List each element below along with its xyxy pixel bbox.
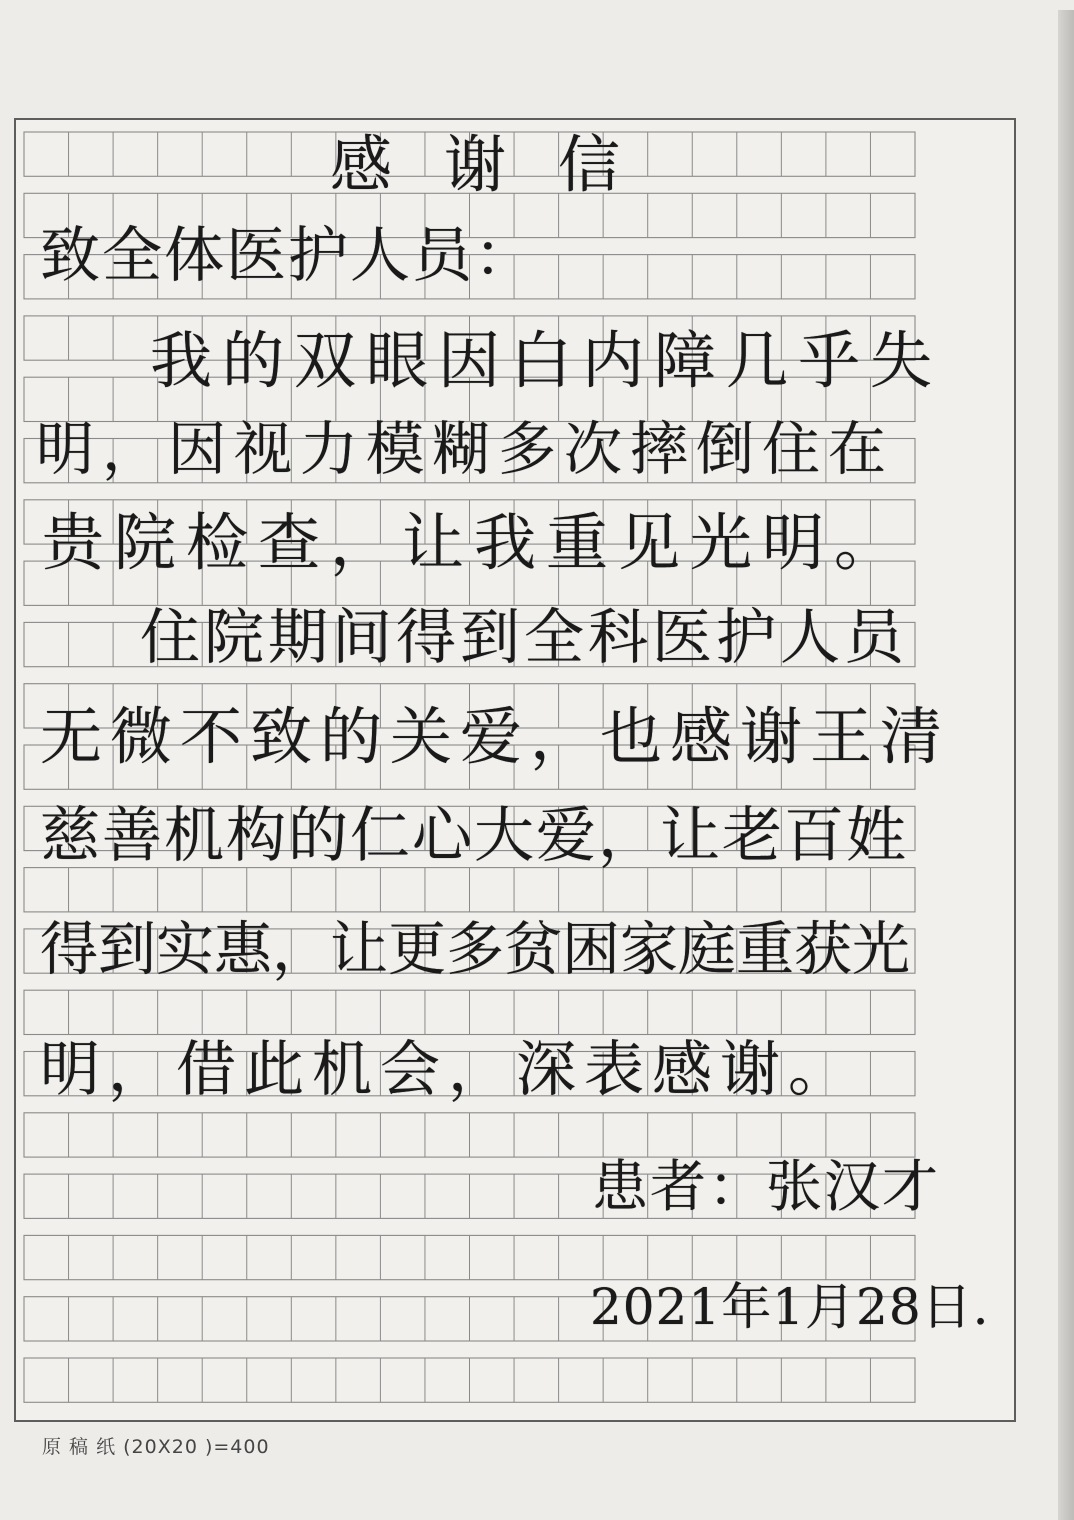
letter-body-line: 贵院检查，让我重见光明。 <box>42 506 907 579</box>
letter-signature: 患者：张汉才 <box>592 1155 940 1220</box>
letter-salutation: 致全体医护人员： <box>40 221 536 291</box>
letter-date: 2021年1月28日. <box>590 1278 990 1336</box>
letter-body-line: 无微不致的关爱，也感谢王清 <box>40 700 951 773</box>
letter-body-line: 慈善机构的仁心大爱，让老百姓 <box>40 801 908 871</box>
letter-body-line: 明，借此机会，深表感谢。 <box>40 1035 856 1105</box>
paper-footer-label: 原 稿 纸 (20X20 )=400 <box>42 1436 270 1458</box>
page-edge-shadow <box>1058 10 1074 1520</box>
letter-body-line: 我的双眼因白内障几乎失 <box>150 324 943 397</box>
letter-body-line: 住院期间得到全科医护人员 <box>140 603 908 673</box>
letter-body-line: 得到实惠，让更多贫困家庭重获光 <box>40 915 911 983</box>
letter-title: 感谢信 <box>330 128 673 201</box>
letter-body-line: 明，因视力模糊多次摔倒住在 <box>36 415 895 483</box>
